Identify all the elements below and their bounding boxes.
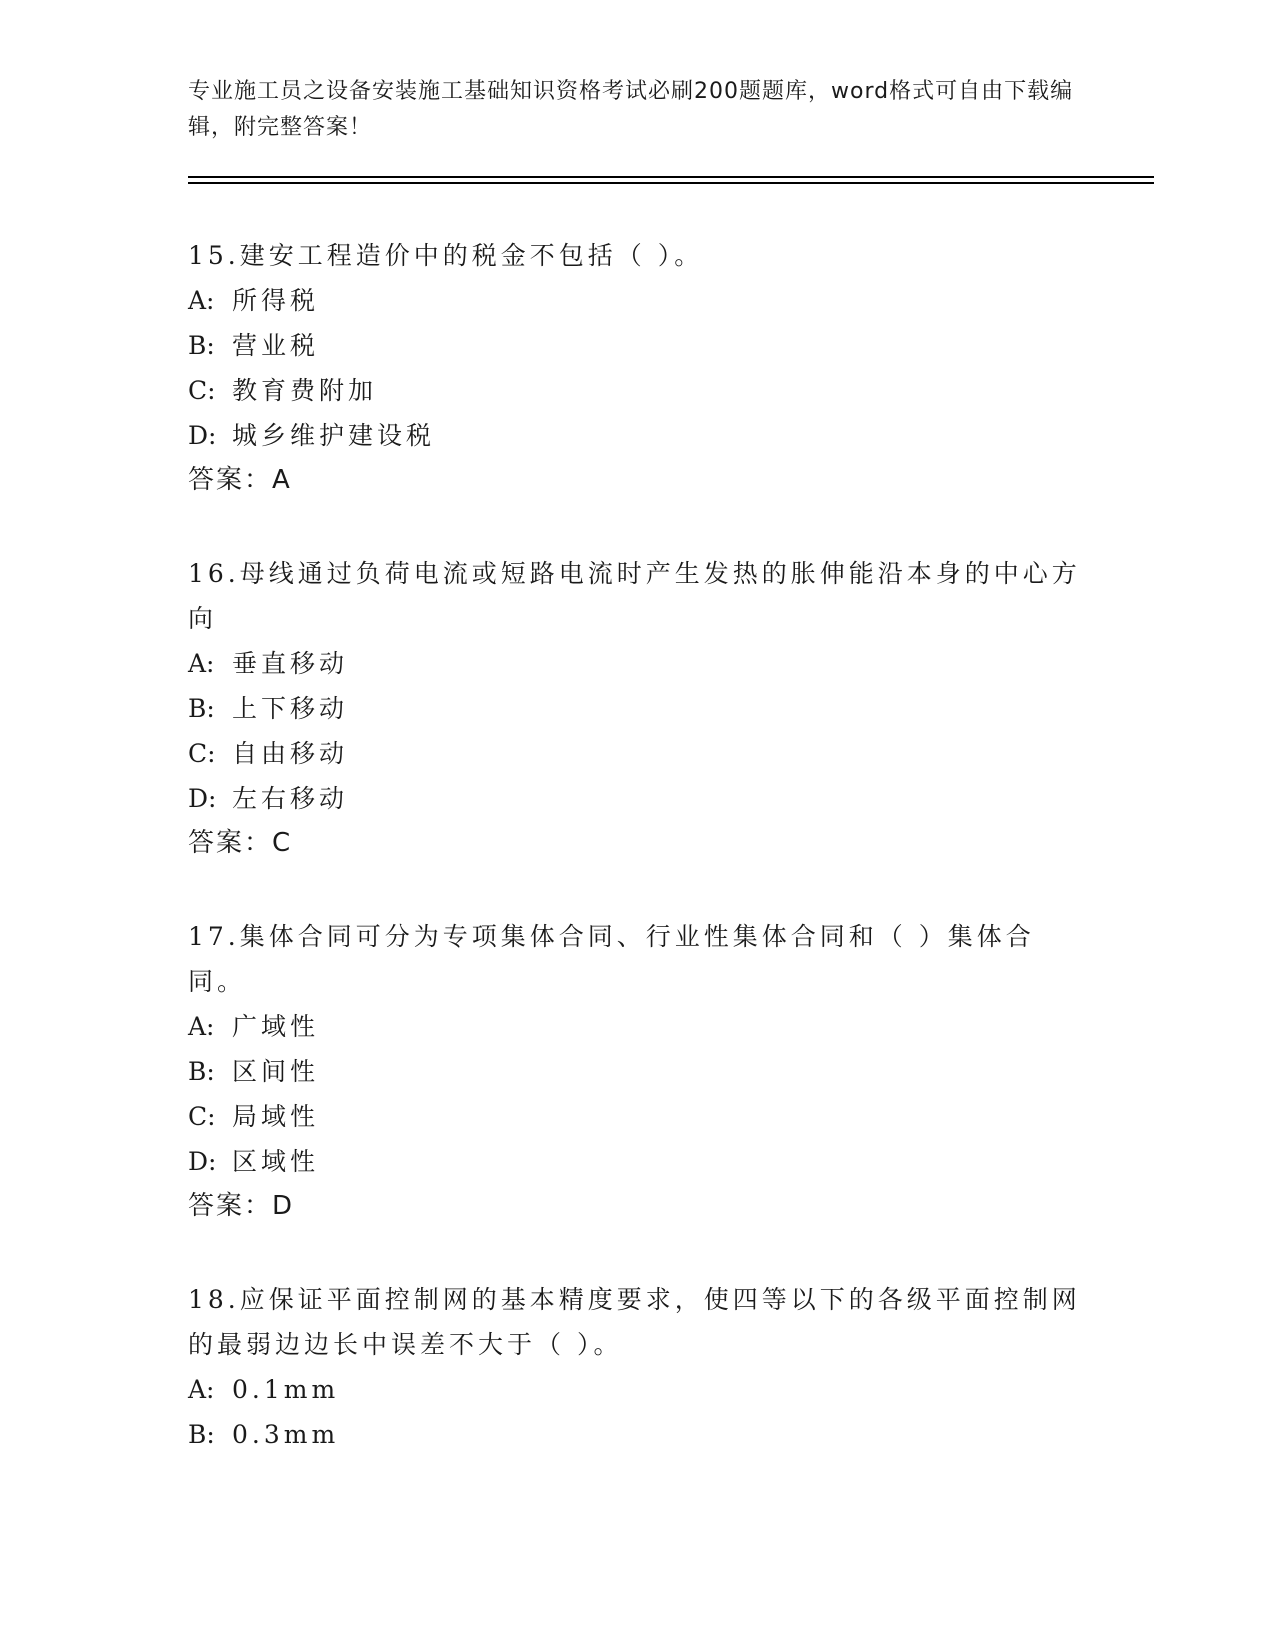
answer-line: 答案：D [188,1191,295,1221]
option-a [188,278,1088,323]
question-stem: 18.应保证平面控制网的基本精度要求，使四等以下的各级平面控制网的最弱边边长中误差不大于（ ）。 [188,1285,1081,1359]
header-rule-bottom [188,182,1154,184]
question-15 [188,233,1088,503]
option-letter: A: [188,286,215,315]
option-b [188,1412,1088,1457]
option-text: 上下移动 [232,694,349,723]
option-d [188,413,1088,458]
option-letter: B: [188,1420,215,1449]
option-d [188,1139,1088,1184]
option-text: 所得税 [232,286,320,315]
option-a [188,641,1088,686]
question-stem: 15.建安工程造价中的税金不包括（ ）。 [188,241,704,270]
option-c [188,1094,1088,1139]
option-text: 垂直移动 [232,649,349,678]
question-16 [188,551,1088,866]
option-letter: C: [188,739,216,768]
answer-line: 答案：A [188,465,292,495]
option-c [188,368,1088,413]
option-letter: D: [188,1147,217,1176]
option-text: 区间性 [232,1057,320,1086]
option-letter: D: [188,784,217,813]
option-b [188,686,1088,731]
option-letter: C: [188,376,216,405]
answer-line: 答案：C [188,828,293,858]
question-stem: 16.母线通过负荷电流或短路电流时产生发热的胀伸能沿本身的中心方向 [188,559,1081,633]
option-text: 左右移动 [232,784,349,813]
header-rule-top [188,176,1154,178]
option-text: 广域性 [232,1012,320,1041]
option-letter: A: [188,649,215,678]
option-letter: A: [188,1375,215,1404]
option-a [188,1367,1088,1412]
option-letter: B: [188,694,215,723]
option-letter: B: [188,1057,215,1086]
option-letter: D: [188,421,217,450]
document-header: 专业施工员之设备安装施工基础知识资格考试必刷200题题库，word格式可自由下载编辑，附完整答案！ [188,79,1074,140]
question-17 [188,914,1088,1229]
question-18 [188,1277,1088,1457]
option-letter: C: [188,1102,216,1131]
option-b [188,323,1088,368]
option-text: 局域性 [232,1102,320,1131]
option-text: 区域性 [232,1147,320,1176]
option-text: 城乡维护建设税 [232,421,436,450]
option-letter: A: [188,1012,215,1041]
option-text: 0.3mm [232,1420,340,1449]
option-a [188,1004,1088,1049]
option-d [188,776,1088,821]
option-text: 教育费附加 [232,376,378,405]
option-b [188,1049,1088,1094]
option-c [188,731,1088,776]
option-text: 自由移动 [232,739,349,768]
option-letter: B: [188,331,215,360]
option-text: 营业税 [232,331,320,360]
option-text: 0.1mm [232,1375,340,1404]
question-stem: 17.集体合同可分为专项集体合同、行业性集体合同和（ ）集体合同。 [188,922,1035,996]
